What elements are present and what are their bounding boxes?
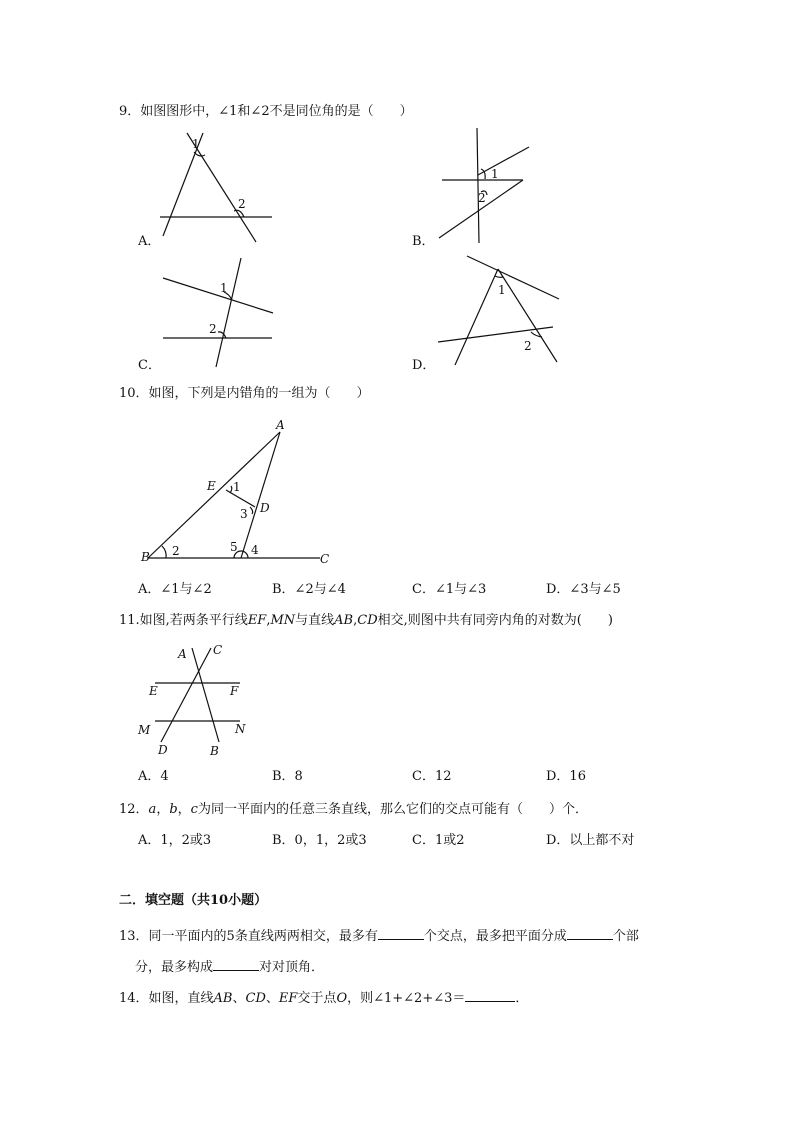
q10-stem: 10．如图，下列是内错角的一组为（ ）	[119, 386, 370, 401]
q12-stem-sep1: ，	[156, 802, 170, 817]
q11-stem-cd: CD	[357, 613, 378, 628]
q9-a-label-1: 1	[192, 137, 200, 151]
q14-stem	[119, 989, 528, 1007]
q12-stem-prefix: 12．	[119, 802, 149, 817]
q11-label-f: F	[230, 684, 239, 698]
q14-blank[interactable]	[465, 989, 515, 1002]
q11-option-a[interactable]: A．4	[138, 769, 169, 784]
q14-cd: CD	[245, 991, 266, 1006]
q9-b-label-2: 2	[478, 191, 486, 205]
q12-option-d[interactable]: D．以上都不对	[546, 833, 635, 848]
q12-stem-c: c	[190, 802, 198, 817]
q12-option-c[interactable]: C．1或2	[412, 833, 465, 848]
q14-part3: ，则∠1+∠2+∠3＝	[347, 991, 466, 1006]
q11-label-b: B	[210, 744, 219, 758]
q9-option-d[interactable]: D．	[412, 358, 436, 373]
q10-label-b: B	[141, 550, 150, 564]
q11-label-c: C	[213, 643, 223, 657]
q11-stem-comma: ,	[266, 613, 271, 628]
q12-option-b[interactable]: B．0，1，2或3	[272, 833, 367, 848]
q13-part3: 个部	[612, 929, 639, 944]
q9-d-label-1: 1	[498, 283, 506, 297]
section-2-title: 二．填空题（共10小题）	[119, 893, 268, 908]
q13-line2	[135, 958, 324, 976]
q11-label-n: N	[235, 722, 246, 736]
q9-figure-a	[150, 125, 290, 245]
q9-c-label-2: 2	[209, 322, 217, 336]
q10-figure	[130, 410, 350, 580]
q9-figure-c	[150, 252, 290, 372]
q11-stem-ab: AB	[334, 613, 354, 628]
q14-ab: AB	[213, 991, 233, 1006]
q10-label-a: A	[276, 418, 285, 432]
q10-label-5: 5	[230, 540, 238, 554]
q13-blank-1[interactable]	[378, 927, 424, 940]
q11-stem-mn: MN	[270, 613, 296, 628]
q10-option-b[interactable]: B．∠2与∠4	[272, 582, 346, 597]
q12-option-a[interactable]: A．1，2或3	[138, 833, 212, 848]
q11-label-m: M	[138, 723, 151, 737]
q11-stem-comma2: ,	[353, 613, 358, 628]
q14-ef: EF	[278, 991, 298, 1006]
q10-label-e: E	[207, 479, 216, 493]
q13-part1: 13．同一平面内的5条直线两两相交，最多有	[119, 929, 378, 944]
q11-option-d[interactable]: D．16	[546, 769, 586, 784]
q9-d-label-2: 2	[524, 339, 532, 353]
q11-stem-suffix: 相交,则图中共有同旁内角的对数为( )	[377, 613, 613, 628]
q10-label-d: D	[260, 501, 270, 515]
q11-stem-prefix: 11.如图,若两条平行线	[119, 613, 248, 628]
q9-option-b[interactable]: B．	[412, 234, 435, 249]
q10-label-2: 2	[172, 544, 180, 558]
q10-label-3: 3	[240, 507, 248, 521]
q11-label-d: D	[158, 743, 168, 757]
q14-o: O	[336, 991, 348, 1006]
q9-figure-d	[435, 250, 565, 375]
q12-stem-sep2: ，	[177, 802, 191, 817]
q13-line1	[119, 927, 639, 945]
q10-label-c: C	[320, 552, 330, 566]
q10-label-4: 4	[251, 543, 259, 557]
q14-sep1: 、	[232, 991, 246, 1006]
q9-option-a[interactable]: A．	[138, 234, 161, 249]
q10-option-c[interactable]: C．∠1与∠3	[412, 582, 487, 597]
q14-part4: ．	[515, 991, 529, 1006]
q11-option-b[interactable]: B．8	[272, 769, 303, 784]
q12-stem-b: b	[169, 802, 178, 817]
q9-stem: 9．如图图形中，∠1和∠2不是同位角的是（ ）	[119, 104, 413, 119]
q13-blank-2[interactable]	[567, 927, 613, 940]
q9-a-label-2: 2	[238, 197, 246, 211]
q11-label-e: E	[149, 684, 158, 698]
q10-option-d[interactable]: D．∠3与∠5	[546, 582, 621, 597]
q11-stem-ef: EF	[247, 613, 267, 628]
q13-part5: 对对顶角．	[259, 960, 325, 975]
q13-blank-3[interactable]	[213, 958, 259, 971]
q9-c-label-1: 1	[220, 281, 228, 295]
q10-label-1: 1	[233, 480, 241, 494]
q9-figure-b	[435, 125, 545, 245]
q11-stem-mid: 与直线	[295, 613, 335, 628]
q12-stem-a: a	[148, 802, 157, 817]
q11-option-c[interactable]: C．12	[412, 769, 452, 784]
q11-label-a: A	[178, 647, 187, 661]
q11-figure	[130, 638, 260, 763]
q14-part1: 14．如图，直线	[119, 991, 214, 1006]
q9-option-c[interactable]: C．	[138, 358, 161, 373]
q14-part2: 交于点	[297, 991, 337, 1006]
q13-part2: 个交点，最多把平面分成	[423, 929, 567, 944]
q11-stem	[119, 613, 613, 629]
q12-stem	[119, 802, 588, 818]
q10-option-a[interactable]: A．∠1与∠2	[138, 582, 212, 597]
q12-stem-suffix: 为同一平面内的任意三条直线，那么它们的交点可能有（ ）个．	[197, 802, 588, 817]
q13-part4: 分，最多构成	[135, 960, 214, 975]
q14-sep2: 、	[265, 991, 279, 1006]
q9-b-label-1: 1	[491, 167, 499, 181]
